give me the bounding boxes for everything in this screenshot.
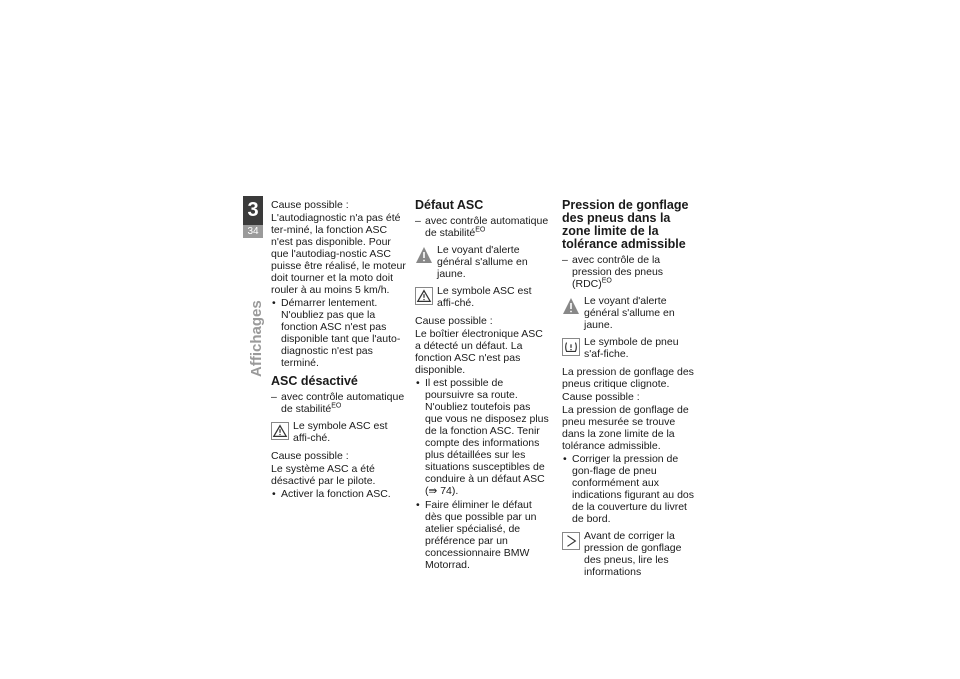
chapter-tab <box>243 196 263 238</box>
condition-item <box>562 254 697 290</box>
heading-pression-pneus: Pression de gonflage des pneus dans la zone limite de la tolérance admissible <box>562 198 689 251</box>
list-item: • Faire éliminer le défaut dès que possible par un atelier spécialisé, de préférence par un concessionnaire BMW Motorrad. <box>415 499 550 571</box>
condition-text: avec contrôle automatique de stabilité <box>425 215 549 239</box>
section-label: Affichages <box>248 300 265 377</box>
note-text: Avant de corriger la pression de gonflage des pneus, lire les informations <box>584 530 682 578</box>
note-warning-light <box>415 244 550 280</box>
column-3 <box>562 199 697 582</box>
heading-asc-desactive: ASC désactivé <box>271 374 358 388</box>
note-text: Le voyant d'alerte général s'allume en jaune. <box>437 244 528 280</box>
warning-triangle-icon <box>415 246 433 264</box>
paragraph: Le boîtier électronique ASC a détecté un défaut. La fonction ASC n'est pas disponible. <box>415 328 543 376</box>
list-item: • Activer la fonction ASC. <box>271 488 406 500</box>
cause-label: Cause possible : <box>271 450 349 462</box>
condition-sup: EO <box>331 402 342 410</box>
note-asc-symbol <box>415 285 550 311</box>
column-2 <box>415 199 550 573</box>
paragraph: La pression de gonflage des pneus critique clignote. <box>562 366 694 390</box>
note-tire-symbol <box>562 336 697 362</box>
asc-symbol-icon <box>271 422 289 440</box>
paragraph: L'autodiagnostic n'a pas été ter-miné, la fonction ASC n'est pas disponible. Pour que l'autodiag-nostic ASC puisse être réalisé, le moteur doit tourner et la moto doit rouler à au moins 5 km/h. <box>271 212 406 296</box>
condition-item <box>415 215 550 239</box>
page-number: 34 <box>243 225 263 238</box>
condition-sup: EO <box>475 226 486 234</box>
condition-sup: EO <box>601 277 612 285</box>
list-item: • Corriger la pression de gon-flage de pneu conformément aux indications figurant au dos de la couverture du livret de bord. <box>562 453 697 525</box>
cause-label: Cause possible : <box>562 391 640 403</box>
condition-text: avec contrôle automatique de stabilité <box>281 391 405 415</box>
note-warning-light <box>562 295 697 331</box>
tire-pressure-icon <box>562 338 580 356</box>
note-info <box>562 530 697 578</box>
warning-triangle-icon <box>562 297 580 315</box>
condition-item <box>271 391 406 415</box>
column-1 <box>271 199 406 502</box>
info-triangle-icon <box>562 532 580 550</box>
note-asc-symbol <box>271 420 406 446</box>
cause-label: Cause possible : <box>415 315 493 327</box>
list-item: • Démarrer lentement. N'oubliez pas que la fonction ASC n'est pas disponible tant que l'auto-diagnostic n'est pas terminé. <box>271 297 406 369</box>
note-text: Le voyant d'alerte général s'allume en jaune. <box>584 295 675 331</box>
paragraph: La pression de gonflage de pneu mesurée se trouve dans la zone limite de la tolérance admissible. <box>562 404 689 452</box>
cause-label: Cause possible : <box>271 199 349 211</box>
list-item: • Il est possible de poursuivre sa route. N'oubliez toutefois pas que vous ne disposez plus de la fonction ASC. Tenir compte des informations plus détaillées sur les situations susceptibles de conduire à un défaut ASC (⇛ 74). <box>415 377 550 497</box>
note-text: Le symbole ASC est affi-ché. <box>437 285 532 309</box>
paragraph: Le système ASC a été désactivé par le pilote. <box>271 463 376 487</box>
condition-text: avec contrôle de la pression des pneus (RDC) <box>572 254 664 290</box>
asc-symbol-icon <box>415 287 433 305</box>
note-text: Le symbole ASC est affi-ché. <box>293 420 388 444</box>
chapter-number: 3 <box>243 196 263 225</box>
heading-defaut-asc: Défaut ASC <box>415 198 484 212</box>
note-text: Le symbole de pneu s'af-fiche. <box>584 336 679 360</box>
